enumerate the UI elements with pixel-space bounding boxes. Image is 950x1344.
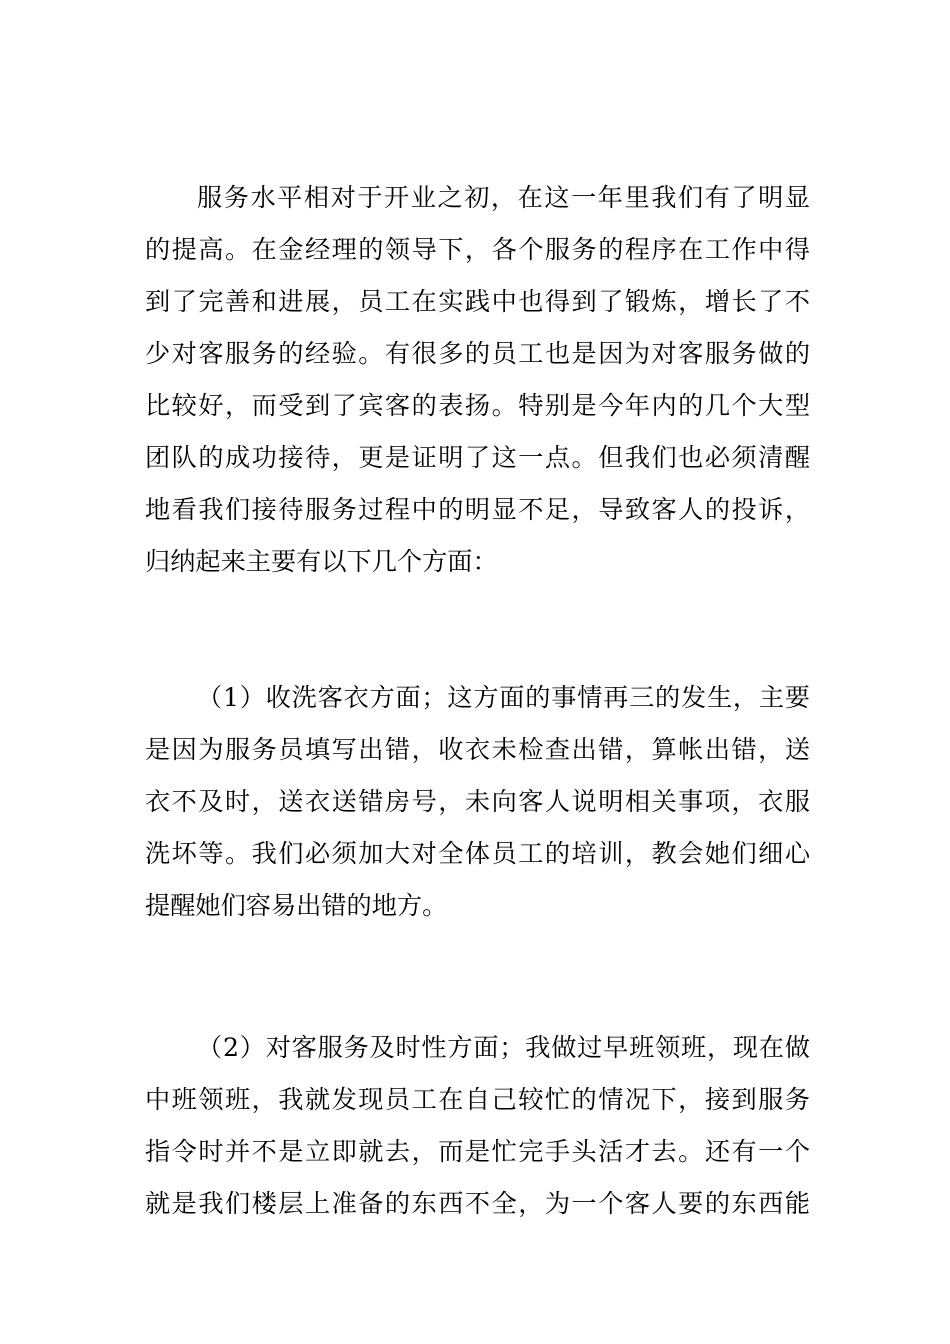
text-line: （1）收洗客衣方面；这方面的事情再三的发生，主要 bbox=[197, 683, 810, 712]
text-line: （2）对客服务及时性方面；我做过早班领班，现在做 bbox=[197, 1033, 810, 1062]
text-line: 地看我们接待服务过程中的明显不足，导致客人的投诉， bbox=[145, 495, 810, 524]
text-line: 到了完善和进展，员工在实践中也得到了锻炼，增长了不 bbox=[145, 287, 810, 316]
text-line: 服务水平相对于开业之初，在这一年里我们有了明显 bbox=[197, 183, 810, 212]
paragraph-timeliness bbox=[145, 1022, 810, 1230]
paragraph-service-level bbox=[145, 172, 810, 588]
text-line: 衣不及时，送衣送错房号，未向客人说明相关事项，衣服 bbox=[145, 787, 810, 816]
text-line: 中班领班，我就发现员工在自己较忙的情况下，接到服务 bbox=[145, 1085, 810, 1114]
text-line: 比较好，而受到了宾客的表扬。特别是今年内的几个大型 bbox=[145, 391, 810, 420]
text-line: 的提高。在金经理的领导下，各个服务的程序在工作中得 bbox=[145, 235, 810, 264]
paragraph-laundry bbox=[145, 672, 810, 932]
text-line: 提醒她们容易出错的地方。 bbox=[145, 891, 448, 920]
text-line: 团队的成功接待，更是证明了这一点。但我们也必须清醒 bbox=[145, 443, 810, 472]
text-line: 指令时并不是立即就去，而是忙完手头活才去。还有一个 bbox=[145, 1137, 810, 1166]
text-line: 洗坏等。我们必须加大对全体员工的培训，教会她们细心 bbox=[145, 839, 810, 868]
text-line: 归纳起来主要有以下几个方面： bbox=[145, 547, 498, 576]
text-line: 就是我们楼层上准备的东西不全，为一个客人要的东西能 bbox=[145, 1189, 810, 1218]
text-line: 是因为服务员填写出错，收衣未检查出错，算帐出错，送 bbox=[145, 735, 810, 764]
text-line: 少对客服务的经验。有很多的员工也是因为对客服务做的 bbox=[145, 339, 810, 368]
